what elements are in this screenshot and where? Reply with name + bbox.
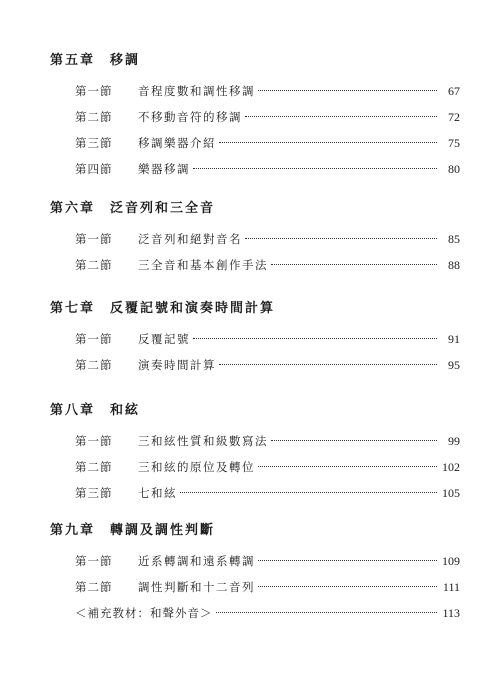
dot-leader [193, 338, 437, 339]
section-title: 七和絃 [138, 486, 177, 500]
section-number: 第三節 [75, 136, 113, 150]
page-number: 75 [448, 136, 460, 150]
section-title: 不移動音符的移調 [138, 110, 242, 124]
section-title: 反覆記號 [138, 332, 190, 346]
section-number: 第一節 [75, 554, 113, 568]
section-number: 第二節 [75, 358, 113, 372]
section-title: 移調樂器介紹 [138, 136, 216, 150]
supplement-title: ＜補充教材：和聲外音＞ [75, 606, 213, 620]
section-number: 第二節 [75, 580, 113, 594]
toc-entry[interactable] [50, 156, 460, 182]
dot-leader [258, 560, 437, 561]
chapter-9 [50, 522, 460, 626]
chapter-title: 第六章 泛音列和三全音 [50, 201, 216, 216]
section-title: 近系轉調和遠系轉調 [138, 554, 255, 568]
dot-leader [258, 466, 437, 467]
toc-entry-supplement[interactable] [50, 600, 460, 626]
section-title: 三和絃的原位及轉位 [138, 460, 255, 474]
page-number: 91 [448, 332, 460, 346]
dot-leader [245, 116, 437, 117]
section-title: 演奏時間計算 [138, 358, 216, 372]
dot-leader [219, 364, 437, 365]
dot-leader [245, 238, 437, 239]
section-number: 第二節 [75, 110, 113, 124]
page-number: 88 [448, 258, 460, 272]
dot-leader [258, 586, 437, 587]
section-number: 第一節 [75, 332, 113, 346]
toc-entry[interactable] [50, 326, 460, 352]
page-number: 113 [442, 606, 460, 620]
section-title: 音程度數和調性移調 [138, 84, 255, 98]
section-number: 第一節 [75, 84, 113, 98]
toc-entry[interactable] [50, 574, 460, 600]
chapter-title: 第五章 移調 [50, 53, 141, 68]
page-number: 111 [442, 580, 460, 594]
toc-entry[interactable] [50, 226, 460, 252]
toc-entry[interactable] [50, 78, 460, 104]
toc-entry[interactable] [50, 104, 460, 130]
dot-leader [193, 168, 437, 169]
chapter-5 [50, 52, 460, 182]
dot-leader [219, 142, 437, 143]
toc-entry[interactable] [50, 428, 460, 454]
toc-entry[interactable] [50, 480, 460, 506]
chapter-8 [50, 402, 460, 506]
chapter-title: 第九章 轉調及調性判斷 [50, 523, 216, 538]
toc-entry[interactable] [50, 548, 460, 574]
toc-entry[interactable] [50, 130, 460, 156]
section-title: 樂器移調 [138, 162, 190, 176]
chapter-7 [50, 300, 460, 378]
section-number: 第四節 [75, 162, 113, 176]
page-number: 95 [448, 358, 460, 372]
page-number: 109 [442, 554, 460, 568]
page-number: 102 [442, 460, 460, 474]
section-number: 第二節 [75, 460, 113, 474]
dot-leader [271, 264, 437, 265]
chapter-title: 第七章 反覆記號和演奏時間計算 [50, 301, 276, 316]
chapter-6 [50, 200, 460, 278]
page-number: 67 [448, 84, 460, 98]
section-number: 第一節 [75, 434, 113, 448]
dot-leader [180, 492, 437, 493]
toc-entry[interactable] [50, 252, 460, 278]
section-number: 第二節 [75, 258, 113, 272]
section-title: 三和絃性質和級數寫法 [138, 434, 268, 448]
dot-leader [271, 440, 437, 441]
section-title: 泛音列和絕對音名 [138, 232, 242, 246]
page-number: 99 [448, 434, 460, 448]
page-number: 80 [448, 162, 460, 176]
section-number: 第三節 [75, 486, 113, 500]
page-number: 85 [448, 232, 460, 246]
chapter-title: 第八章 和絃 [50, 403, 141, 418]
toc-entry[interactable] [50, 352, 460, 378]
page-number: 105 [442, 486, 460, 500]
dot-leader [216, 612, 438, 613]
dot-leader [258, 90, 437, 91]
toc-entry[interactable] [50, 454, 460, 480]
section-title: 調性判斷和十二音列 [138, 580, 255, 594]
section-title: 三全音和基本創作手法 [138, 258, 268, 272]
section-number: 第一節 [75, 232, 113, 246]
page-number: 72 [448, 110, 460, 124]
